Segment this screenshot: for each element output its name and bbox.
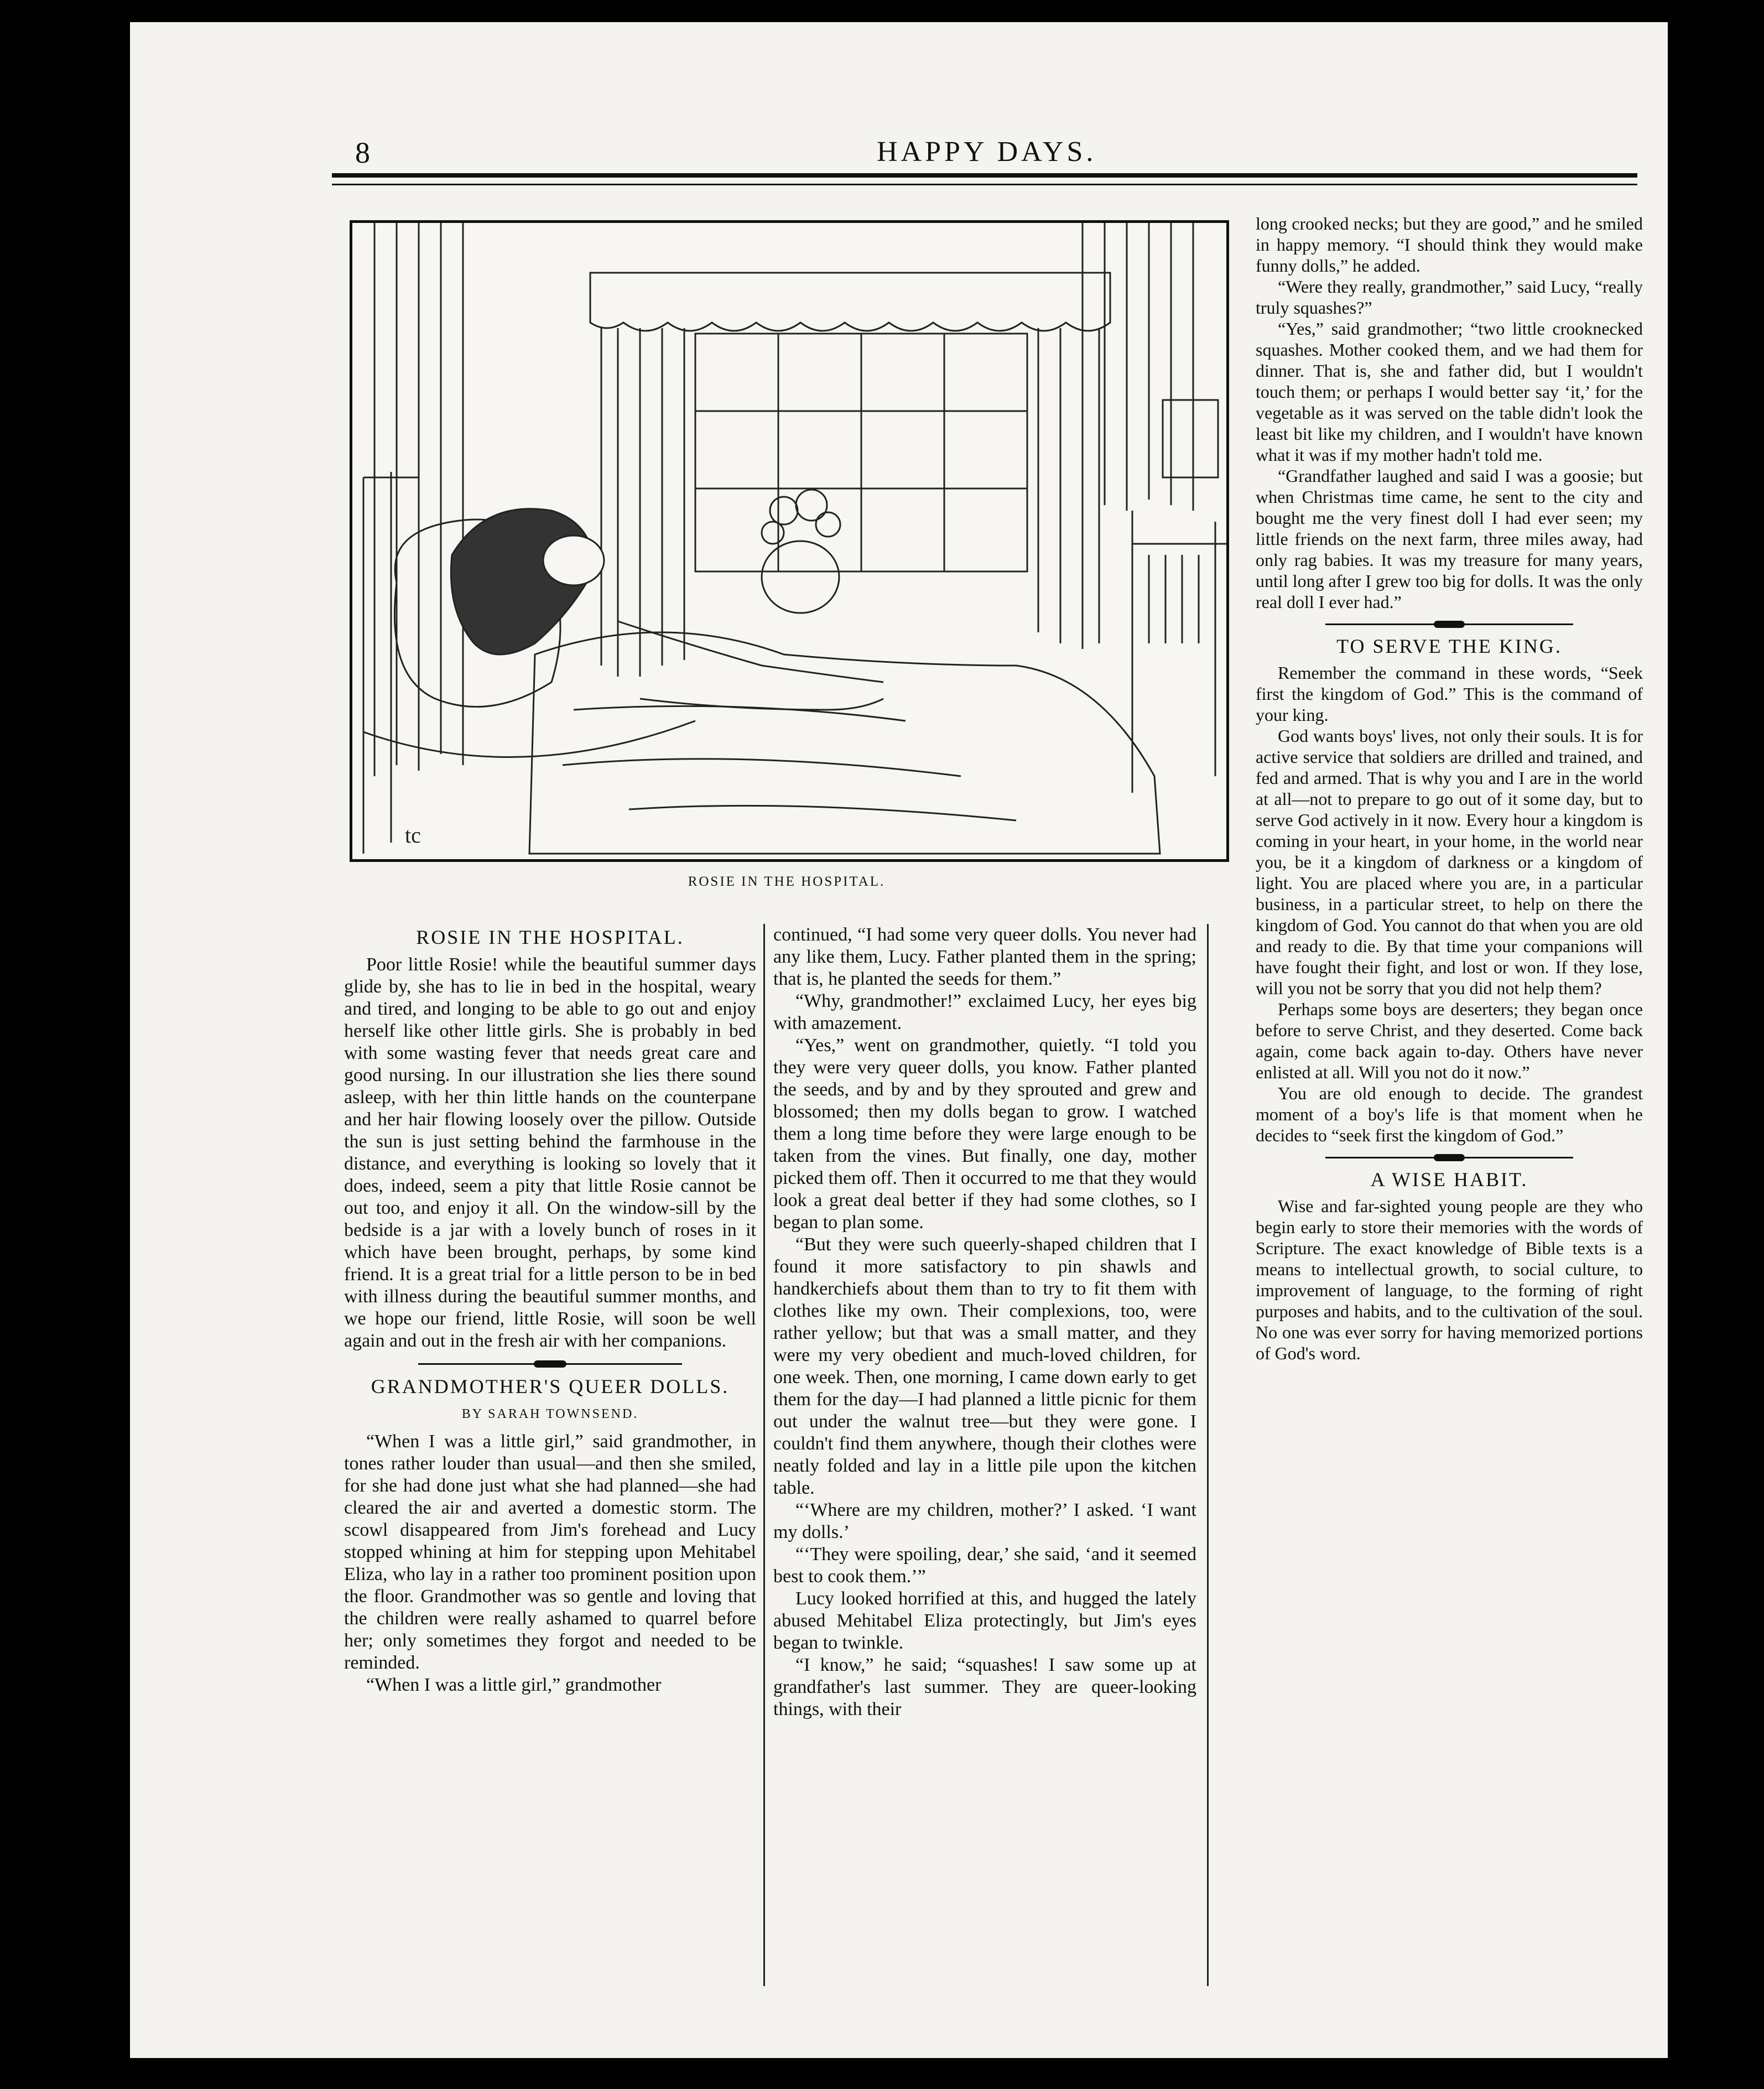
- column-divider: [763, 924, 765, 1986]
- section-divider: [1256, 616, 1643, 632]
- paragraph: “Grandfather laughed and said I was a goosie; but when Christmas time came, he sent to the city and bought me the very finest doll I had ever seen; my little friends on the next farm, three miles away, had only rag babies. It was my treasure for many years, until long after I grew too big for dolls. It was the only real doll I ever had.”: [1256, 466, 1643, 612]
- byline: BY SARAH TOWNSEND.: [461, 1407, 639, 1421]
- paragraph: “Yes,” said grandmother; “two little crooknecked squashes. Mother cooked them, and we had them for dinner. That is, she and father did, but I wouldn't touch them; or perhaps I would better say ‘it,’ for the vegetable as it was served on the table didn't look the least bit like my children, and I wouldn't have known what it was if my mother hadn't told me.: [1256, 319, 1643, 465]
- column-3: [1256, 213, 1643, 1364]
- paragraph: You are old enough to decide. The grandest moment of a boy's life is that moment when he decides to “seek first the kingdom of God.”: [1256, 1083, 1643, 1145]
- paragraph: Wise and far-sighted young people are they who begin early to store their memories with the words of Scripture. The exact knowledge of Bible texts is a means to intellectual growth, to social culture, to improvement of language, to the forming of right purposes and habits, and to the cultivation of the soul. No one was ever sorry for having memorized portions of God's word.: [1256, 1196, 1643, 1363]
- paragraph: “I know,” he said; “squashes! I saw some up at grandfather's last summer. They are queer-looking things, with their: [773, 1655, 1196, 1719]
- column-1: [344, 924, 756, 1696]
- paragraph: “Were they really, grandmother,” said Lucy, “really truly squashes?”: [1256, 277, 1643, 318]
- paragraph: Perhaps some boys are deserters; they began once before to serve Christ, and they deserted. Come back again, come back again to-day. Others have never enlisted at all. Will you not do it now.”: [1256, 999, 1643, 1082]
- header-rule-thick: [332, 173, 1637, 178]
- article-heading-queer-dolls: GRANDMOTHER'S QUEER DOLLS.: [371, 1375, 730, 1397]
- paragraph: long crooked necks; but they are good,” and he smiled in happy memory. “I should think they would make funny dolls,” he added.: [1256, 214, 1643, 276]
- paragraph: “Yes,” went on grandmother, quietly. “I told you they were very queer dolls, you know. Father planted the seeds, and by and by they sprouted and grew and blossomed; then my dolls began to grow. I watched them a long time before they were large enough to be taken from the vines. But finally, one day, mother picked them off. Then it occurred to me that they would look a great deal better if they had some clothes, so I began to plan some.: [773, 1035, 1196, 1233]
- illustration-caption: ROSIE IN THE HOSPITAL.: [688, 874, 886, 889]
- article-heading-rosie: ROSIE IN THE HOSPITAL.: [416, 926, 684, 948]
- paragraph: “When I was a little girl,” grandmother: [366, 1675, 662, 1695]
- paragraph: “‘Where are my children, mother?’ I asked. ‘I want my dolls.’: [773, 1500, 1196, 1542]
- illustration-rosie-in-hospital: [350, 220, 1229, 862]
- paragraph: Poor little Rosie! while the beautiful summer days glide by, she has to lie in bed in the hospital, weary and tired, and longing to be able to go out and enjoy herself like other little girls. She is probably in bed with some wasting fever that needs great care and good nursing. In our illustration she lies there sound asleep, with her thin little hands on the counterpane and her hair flowing loosely over the pillow. Outside the sun is just setting behind the farmhouse in the distance, and everything is looking so lovely that it does, indeed, seem a pity that little Rosie cannot be out too, and enjoy it all. On the window-sill by the bedside is a jar with a lovely bunch of roses in it which have been brought, perhaps, by some kind friend. It is a great trial for a little person to be in bed with illness during the beautiful summer months, and we hope our friend, little Rosie, will soon be well again and out in the fresh air with her companions.: [344, 954, 756, 1351]
- article-heading-wise-habit: A WISE HABIT.: [1370, 1168, 1528, 1191]
- paragraph: “‘They were spoiling, dear,’ she said, ‘and it seemed best to cook them.’”: [773, 1544, 1196, 1587]
- paragraph: “When I was a little girl,” said grandmother, in tones rather louder than usual—and then she smiled, for she had done just what she had planned—she had cleared the air and averted a domestic storm. The scowl disappeared from Jim's forehead and Lucy stopped whining at him for stepping upon Mehitabel Eliza, who lay in a rather too prominent position upon the floor. Grandmother was so gentle and loving that the children were really ashamed to quarrel before her; only sometimes they forgot and needed to be reminded.: [344, 1431, 756, 1673]
- column-2: [773, 924, 1196, 1721]
- paragraph: Lucy looked horrified at this, and hugged the lately abused Mehitabel Eliza protectingly, but Jim's eyes began to twinkle.: [773, 1588, 1196, 1653]
- section-divider: [1256, 1149, 1643, 1166]
- column-divider: [1207, 924, 1209, 1986]
- page-number: 8: [355, 136, 370, 169]
- paragraph: “But they were such queerly-shaped children that I found it more satisfactory to pin shawls and handkerchiefs about them than to try to fit them with clothes like my own. Their complexions, too, were rather yellow; but that was a small matter, and they were my very obedient and much-loved children, for one week. Then, one morning, I came down early to get them for the day—I had planned a little picnic for them out under the walnut tree—but they were gone. I couldn't find them anywhere, though their clothes were neatly folded and lay in a little pile upon the kitchen table.: [773, 1234, 1196, 1498]
- engraving: [352, 223, 1226, 859]
- paragraph: Remember the command in these words, “Seek first the kingdom of God.” This is the command of your king.: [1256, 663, 1643, 725]
- artist-signature: tc: [405, 823, 421, 848]
- section-divider: [344, 1355, 756, 1372]
- paragraph: continued, “I had some very queer dolls. You never had any like them, Lucy. Father planted them in the spring; that is, he planted the seeds for them.”: [773, 924, 1196, 989]
- paragraph: “Why, grandmother!” exclaimed Lucy, her eyes big with amazement.: [773, 991, 1196, 1033]
- header-rule-thin: [332, 184, 1637, 185]
- running-title: HAPPY DAYS.: [877, 136, 1097, 168]
- paragraph: God wants boys' lives, not only their souls. It is for active service that soldiers are drilled and trained, and fed and armed. That is why you and I are in the world at all—not to prepare to go out of it some day, but to serve God actively in it now. Every hour a kingdom is coming in your heart, in your home, in the world near you, be it a kingdom of darkness or a kingdom of light. You are placed where you are, in a particular business, in a particular street, to help on there the kingdom of God. You cannot do that when you are old and ready to die. By that time your companions will have fought their fight, and lost or won. If they lose, will you not be sorry that you did not help them?: [1256, 726, 1643, 998]
- article-heading-serve-the-king: TO SERVE THE KING.: [1336, 635, 1562, 657]
